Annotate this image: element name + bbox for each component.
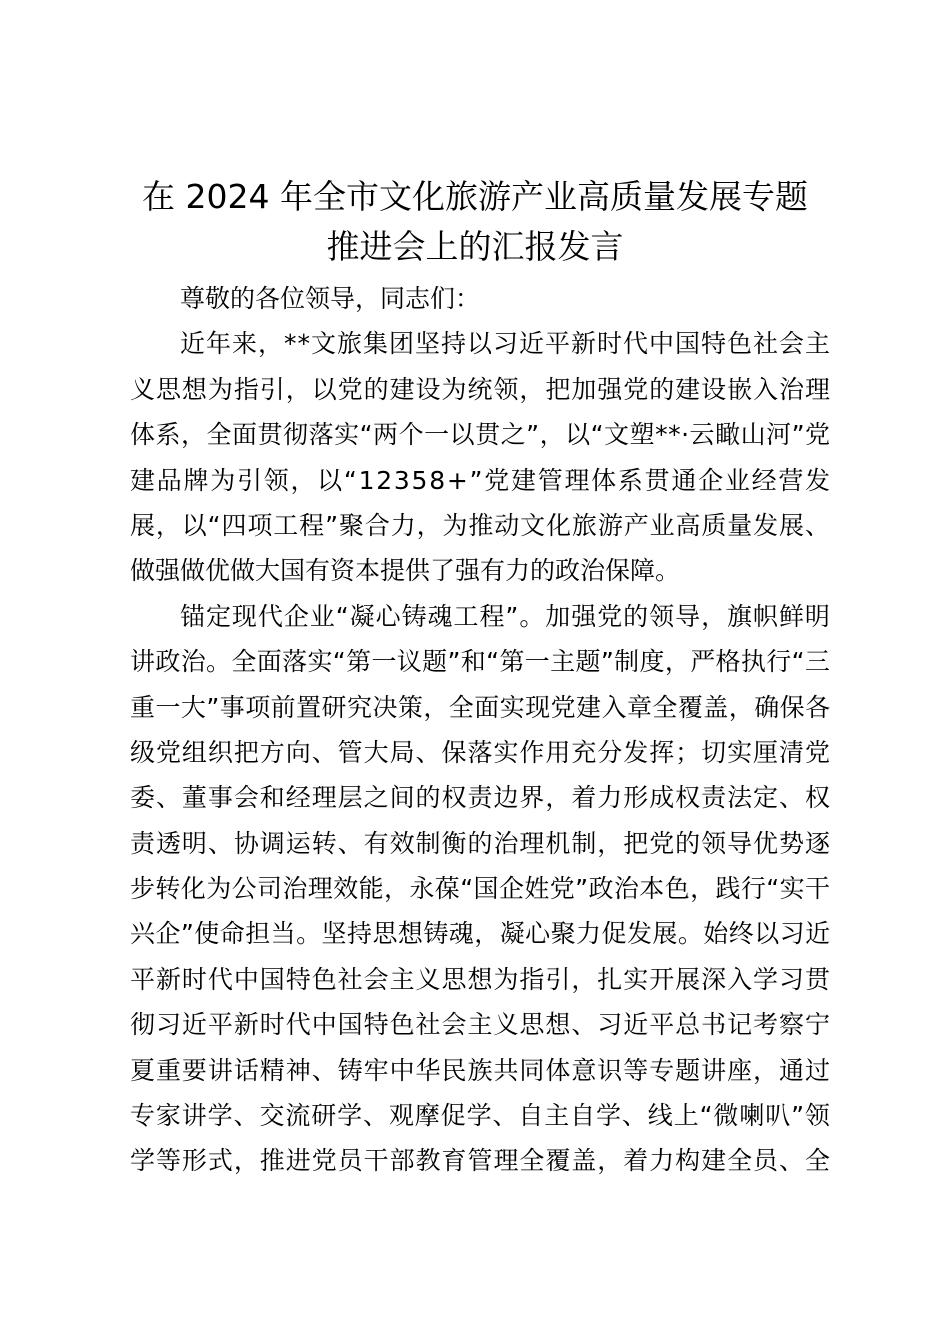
body-line: 夏重要讲话精神、铸牢中华民族共同体意识等专题讲座，通过 — [130, 1055, 831, 1085]
body-line: 义思想为指引，以党的建设为统领，把加强党的建设嵌入治理 — [130, 374, 831, 404]
body-line: 专家讲学、交流研学、观摩促学、自主自学、线上“微喇叭”领 — [130, 1101, 831, 1131]
body-line: 委、董事会和经理层之间的权责边界，着力形成权责法定、权 — [130, 783, 831, 813]
body-line: 步转化为公司治理效能，永葆“国企姓党”政治本色，践行“实干 — [130, 874, 831, 904]
body-line: 尊敬的各位领导，同志们： — [180, 284, 481, 313]
body-line: 锚定现代企业“凝心铸魂工程”。加强党的领导，旗帜鲜明 — [180, 601, 831, 631]
body-line: 责透明、协调运转、有效制衡的治理机制，把党的领导优势逐 — [130, 828, 831, 858]
body-line: 体系，全面贯彻落实“两个一以贯之”，以“文塑**·云瞰山河”党 — [130, 420, 831, 450]
document-title-line-1: 在 2024 年全市文化旅游产业高质量发展专题 — [142, 177, 808, 216]
body-line: 重一大”事项前置研究决策，全面实现党建入章全覆盖，确保各 — [130, 692, 831, 722]
body-line: 学等形式，推进党员干部教育管理全覆盖，着力构建全员、全 — [130, 1146, 831, 1176]
document-body — [130, 276, 830, 1184]
body-line: 级党组织把方向、管大局、保落实作用充分发挥；切实厘清党 — [130, 737, 831, 767]
body-line: 近年来，**文旅集团坚持以习近平新时代中国特色社会主 — [180, 329, 832, 359]
body-line: 讲政治。全面落实“第一议题”和“第一主题”制度，严格执行“三 — [130, 647, 831, 677]
document-title-line-2: 推进会上的汇报发言 — [326, 227, 624, 266]
body-line: 做强做优做大国有资本提供了强有力的政治保障。 — [130, 556, 681, 586]
body-line: 兴企”使命担当。坚持思想铸魂，凝心聚力促发展。始终以习近 — [130, 919, 831, 949]
body-line: 平新时代中国特色社会主义思想为指引，扎实开展深入学习贯 — [130, 964, 831, 994]
body-line: 彻习近平新时代中国特色社会主义思想、习近平总书记考察宁 — [130, 1010, 831, 1040]
body-line: 展，以“四项工程”聚合力，为推动文化旅游产业高质量发展、 — [130, 510, 831, 540]
body-line: 建品牌为引领，以“12358+”党建管理体系贯通企业经营发 — [130, 465, 832, 495]
